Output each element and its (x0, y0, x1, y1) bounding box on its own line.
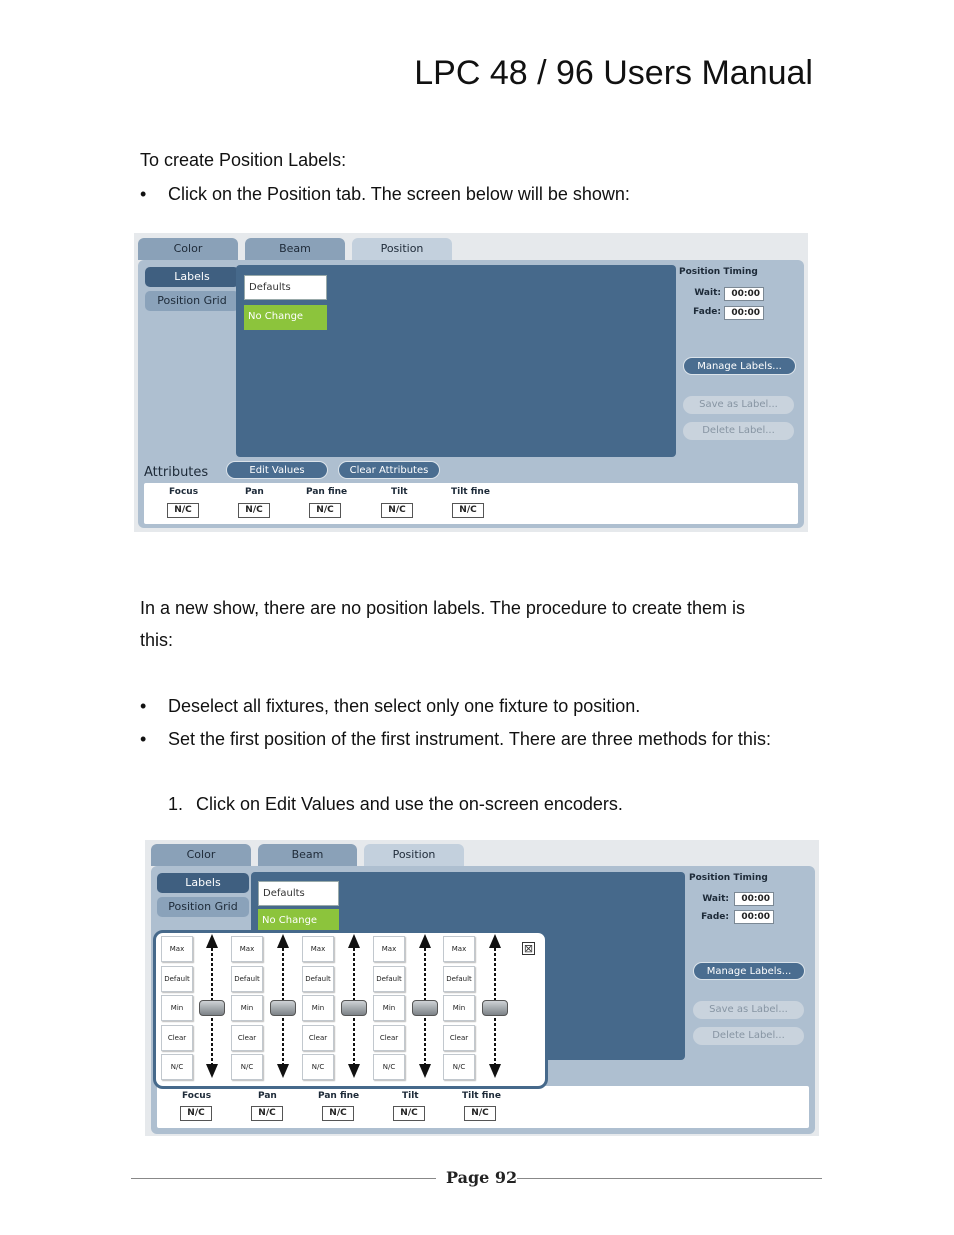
encoder-max-button[interactable]: Max (231, 936, 263, 962)
attr-pan-fine-field[interactable]: N/C (322, 1106, 354, 1121)
fade-field[interactable]: 00:00 (724, 306, 764, 320)
intro-heading: To create Position Labels: (140, 150, 347, 170)
fade-label: Fade: (693, 307, 721, 317)
encoder-nc-button[interactable]: N/C (443, 1054, 475, 1080)
list-item-defaults[interactable]: Defaults (258, 881, 339, 906)
step-number: 1. (168, 794, 184, 814)
attr-focus-field[interactable]: N/C (180, 1106, 212, 1121)
save-as-label-button[interactable]: Save as Label... (683, 396, 794, 414)
bullet-text: Deselect all fixtures, then select only one fixture to position. (168, 696, 641, 716)
encoder-min-button[interactable]: Min (443, 995, 475, 1021)
encoder-knob[interactable] (482, 1000, 508, 1016)
bullet-marker: • (140, 184, 147, 204)
encoder-clear-button[interactable]: Clear (302, 1025, 334, 1051)
position-timing-title: Position Timing (689, 873, 768, 883)
tab-position[interactable]: Position (364, 844, 464, 866)
encoder-max-button[interactable]: Max (373, 936, 405, 962)
encoder-knob[interactable] (412, 1000, 438, 1016)
list-item-no-change[interactable]: No Change (258, 909, 339, 934)
encoder-default-button[interactable]: Default (161, 966, 193, 992)
bullet-text: Set the first position of the first instrument. There are three methods for this: (168, 729, 771, 749)
attr-tilt-fine-label: Tilt fine (451, 487, 490, 497)
footer-rule-left (131, 1178, 436, 1179)
sidebar-item-position-grid[interactable]: Position Grid (157, 897, 249, 917)
attr-focus-label: Focus (169, 487, 199, 497)
encoder-max-button[interactable]: Max (302, 936, 334, 962)
tab-color[interactable]: Color (138, 238, 238, 260)
encoder-knob[interactable] (341, 1000, 367, 1016)
fade-label: Fade: (701, 912, 729, 922)
attributes-heading: Attributes (144, 465, 209, 480)
attr-tilt-label: Tilt (402, 1091, 419, 1101)
save-as-label-button[interactable]: Save as Label... (693, 1001, 804, 1019)
wait-field[interactable]: 00:00 (724, 287, 764, 301)
encoder-clear-button[interactable]: Clear (161, 1025, 193, 1051)
step-1 (168, 794, 623, 815)
attr-pan-field[interactable]: N/C (251, 1106, 283, 1121)
wait-field[interactable]: 00:00 (734, 892, 774, 906)
paragraph-line-1: In a new show, there are no position labels. The procedure to create them is (140, 598, 746, 618)
encoder-min-button[interactable]: Min (302, 995, 334, 1021)
attr-tilt-field[interactable]: N/C (393, 1106, 425, 1121)
bullet-marker: • (140, 729, 147, 749)
sidebar-item-position-grid[interactable]: Position Grid (145, 291, 239, 311)
encoder-knob[interactable] (199, 1000, 225, 1016)
clear-attributes-button[interactable]: Clear Attributes (338, 461, 440, 479)
arrow-up-icon (489, 934, 501, 948)
encoder-nc-button[interactable]: N/C (161, 1054, 193, 1080)
sidebar-item-labels[interactable]: Labels (145, 267, 239, 287)
attr-focus-label: Focus (182, 1091, 212, 1101)
arrow-down-icon (419, 1064, 431, 1078)
fade-field[interactable]: 00:00 (734, 910, 774, 924)
position-screen-1 (134, 233, 808, 532)
bullet-set-first (140, 729, 771, 750)
encoder-default-button[interactable]: Default (373, 966, 405, 992)
encoder-min-button[interactable]: Min (231, 995, 263, 1021)
list-item-defaults[interactable]: Defaults (244, 275, 327, 300)
encoder-clear-button[interactable]: Clear (443, 1025, 475, 1051)
attr-tilt-fine-field[interactable]: N/C (464, 1106, 496, 1121)
bullet-deselect (140, 696, 640, 717)
delete-label-button[interactable]: Delete Label... (693, 1027, 804, 1045)
bullet-text: Click on the Position tab. The screen below will be shown: (168, 184, 630, 204)
encoder-min-button[interactable]: Min (161, 995, 193, 1021)
encoder-min-button[interactable]: Min (373, 995, 405, 1021)
attr-tilt-fine-field[interactable]: N/C (452, 503, 484, 518)
attr-pan-fine-field[interactable]: N/C (309, 503, 341, 518)
tab-position[interactable]: Position (352, 238, 452, 260)
footer-rule-right (517, 1178, 822, 1179)
step-text: Click on Edit Values and use the on-screen encoders. (196, 794, 623, 814)
attr-tilt-label: Tilt (391, 487, 408, 497)
bullet-marker: • (140, 696, 147, 716)
arrow-down-icon (277, 1064, 289, 1078)
arrow-down-icon (489, 1064, 501, 1078)
attr-pan-label: Pan (245, 487, 264, 497)
page-number: Page 92 (446, 1168, 518, 1187)
manage-labels-button[interactable]: Manage Labels... (683, 357, 796, 375)
encoder-default-button[interactable]: Default (302, 966, 334, 992)
arrow-down-icon (206, 1064, 218, 1078)
position-timing-title: Position Timing (679, 267, 758, 277)
attr-pan-field[interactable]: N/C (238, 503, 270, 518)
encoder-clear-button[interactable]: Clear (231, 1025, 263, 1051)
encoder-max-button[interactable]: Max (161, 936, 193, 962)
encoder-nc-button[interactable]: N/C (302, 1054, 334, 1080)
tab-beam[interactable]: Beam (258, 844, 357, 866)
list-item-no-change[interactable]: No Change (244, 305, 327, 330)
attr-tilt-field[interactable]: N/C (381, 503, 413, 518)
edit-values-button[interactable]: Edit Values (226, 461, 328, 479)
paragraph-line-2: this: (140, 630, 174, 650)
attr-tilt-fine-label: Tilt fine (462, 1091, 501, 1101)
close-icon[interactable]: ⊠ (523, 942, 534, 955)
wait-label: Wait: (702, 894, 729, 904)
encoder-nc-button[interactable]: N/C (231, 1054, 263, 1080)
encoder-knob[interactable] (270, 1000, 296, 1016)
attr-pan-label: Pan (258, 1091, 277, 1101)
tab-beam[interactable]: Beam (245, 238, 345, 260)
arrow-down-icon (348, 1064, 360, 1078)
delete-label-button[interactable]: Delete Label... (683, 422, 794, 440)
tab-color[interactable]: Color (151, 844, 251, 866)
arrow-up-icon (277, 934, 289, 948)
encoder-nc-button[interactable]: N/C (373, 1054, 405, 1080)
bullet-position-tab (140, 184, 630, 205)
sidebar-item-labels[interactable]: Labels (157, 873, 249, 893)
position-screen-2 (145, 840, 819, 1136)
attr-pan-fine-label: Pan fine (318, 1091, 360, 1101)
manage-labels-button[interactable]: Manage Labels... (693, 962, 805, 980)
arrow-up-icon (206, 934, 218, 948)
arrow-up-icon (419, 934, 431, 948)
encoder-default-button[interactable]: Default (231, 966, 263, 992)
attr-focus-field[interactable]: N/C (167, 503, 199, 518)
paragraph-new-show (140, 592, 745, 656)
wait-label: Wait: (694, 288, 721, 298)
encoder-max-button[interactable]: Max (443, 936, 475, 962)
encoder-clear-button[interactable]: Clear (373, 1025, 405, 1051)
attr-pan-fine-label: Pan fine (306, 487, 348, 497)
encoder-default-button[interactable]: Default (443, 966, 475, 992)
doc-title: LPC 48 / 96 Users Manual (414, 54, 813, 92)
arrow-up-icon (348, 934, 360, 948)
